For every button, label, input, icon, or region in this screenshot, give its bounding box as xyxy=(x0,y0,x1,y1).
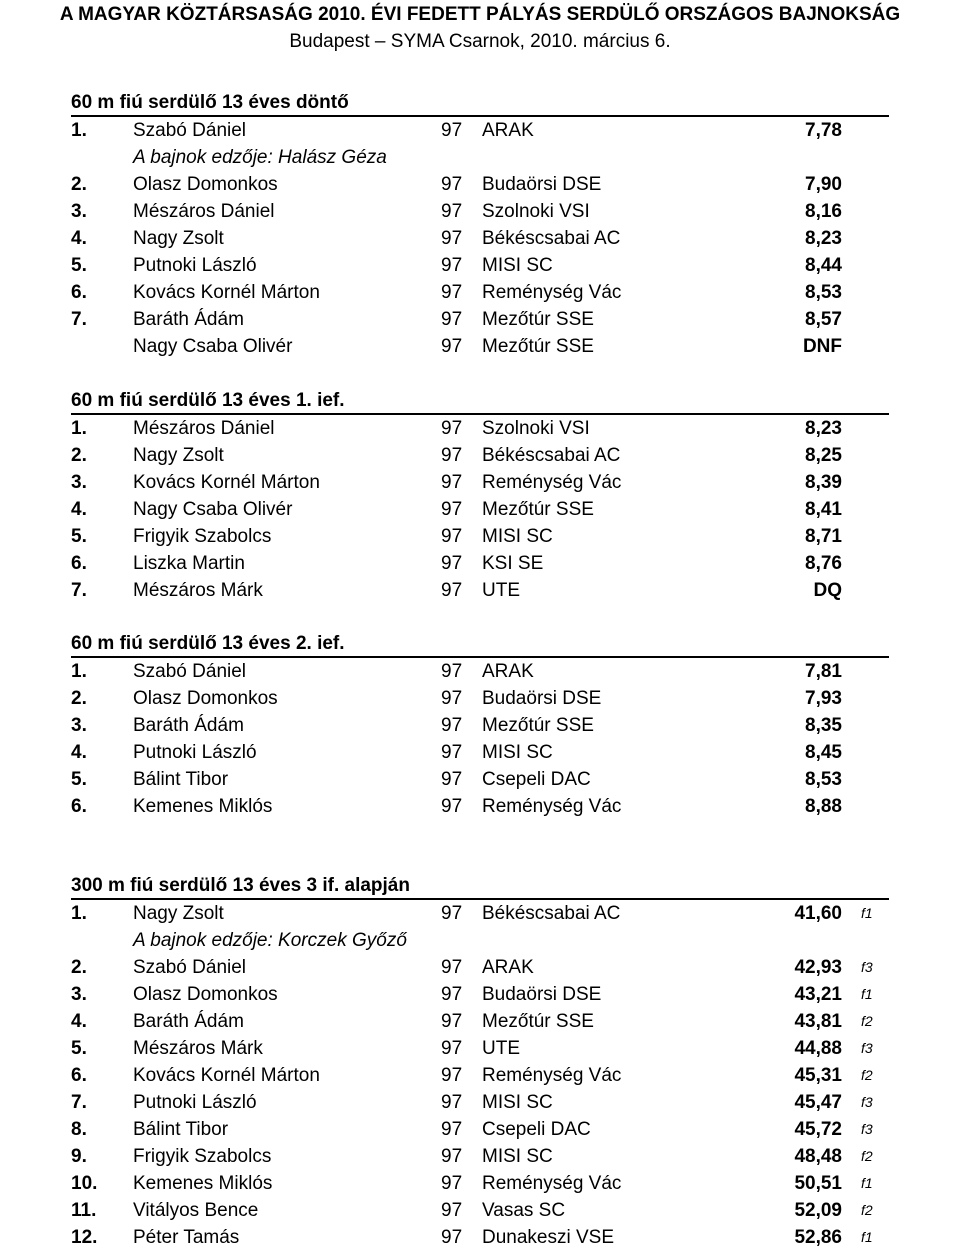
place-number: 1. xyxy=(71,418,87,439)
heat-label: f2 xyxy=(861,1148,873,1164)
result-row xyxy=(71,900,891,927)
result-row xyxy=(71,1035,891,1062)
result-row xyxy=(71,198,891,225)
club-name: ARAK xyxy=(482,661,534,682)
section-title: 60 m fiú serdülő 13 éves 2. ief. xyxy=(71,632,889,658)
club-name: Reménység Vác xyxy=(482,1065,622,1086)
result-time: 8,39 xyxy=(805,472,842,493)
athlete-name: Frigyik Szabolcs xyxy=(133,1146,272,1167)
club-name: MISI SC xyxy=(482,526,553,547)
heat-label: f3 xyxy=(861,1094,873,1110)
club-name: Mezőtúr SSE xyxy=(482,336,594,357)
athlete-name: Putnoki László xyxy=(133,742,257,763)
result-time: 42,93 xyxy=(794,957,842,978)
result-row xyxy=(71,1089,891,1116)
club-name: Mezőtúr SSE xyxy=(482,309,594,330)
result-time: 7,81 xyxy=(805,661,842,682)
club-name: UTE xyxy=(482,580,520,601)
place-number: 8. xyxy=(71,1119,87,1140)
result-row xyxy=(71,442,891,469)
birth-year: 97 xyxy=(441,903,463,924)
birth-year: 97 xyxy=(441,309,463,330)
birth-year: 97 xyxy=(441,526,463,547)
section-title: 60 m fiú serdülő 13 éves döntő xyxy=(71,91,889,117)
result-row xyxy=(71,1062,891,1089)
place-number: 2. xyxy=(71,174,87,195)
coach-note: A bajnok edzője: Korczek Győző xyxy=(133,930,407,951)
athlete-name: Szabó Dániel xyxy=(133,957,247,978)
place-number: 4. xyxy=(71,228,87,249)
result-row xyxy=(71,577,891,604)
club-name: ARAK xyxy=(482,957,534,978)
result-row xyxy=(71,333,891,360)
result-time: 45,31 xyxy=(794,1065,842,1086)
athlete-name: Nagy Zsolt xyxy=(133,903,224,924)
athlete-name: Baráth Ádám xyxy=(133,309,244,330)
heat-label: f3 xyxy=(861,959,873,975)
heat-label: f2 xyxy=(861,1013,873,1029)
place-number: 3. xyxy=(71,472,87,493)
club-name: Vasas SC xyxy=(482,1200,566,1221)
place-number: 5. xyxy=(71,1038,87,1059)
athlete-name: Olasz Domonkos xyxy=(133,688,278,709)
result-time: 7,93 xyxy=(805,688,842,709)
place-number: 5. xyxy=(71,255,87,276)
club-name: Reménység Vác xyxy=(482,282,622,303)
result-row xyxy=(71,1116,891,1143)
place-number: 11. xyxy=(71,1200,97,1221)
results-list xyxy=(71,658,891,820)
result-time: 8,88 xyxy=(805,796,842,817)
club-name: MISI SC xyxy=(482,742,553,763)
result-time: 8,45 xyxy=(805,742,842,763)
birth-year: 97 xyxy=(441,1038,463,1059)
birth-year: 97 xyxy=(441,661,463,682)
place-number: 1. xyxy=(71,661,87,682)
result-row xyxy=(71,739,891,766)
birth-year: 97 xyxy=(441,984,463,1005)
result-time: 44,88 xyxy=(794,1038,842,1059)
result-row xyxy=(71,1170,891,1197)
athlete-name: Olasz Domonkos xyxy=(133,984,278,1005)
result-row xyxy=(71,279,891,306)
result-row xyxy=(71,306,891,333)
result-time: 8,25 xyxy=(805,445,842,466)
result-time: 7,90 xyxy=(805,174,842,195)
result-row xyxy=(71,117,891,144)
birth-year: 97 xyxy=(441,957,463,978)
coach-note-row xyxy=(71,144,891,171)
club-name: Csepeli DAC xyxy=(482,1119,591,1140)
athlete-name: Vitályos Bence xyxy=(133,1200,259,1221)
birth-year: 97 xyxy=(441,418,463,439)
athlete-name: Szabó Dániel xyxy=(133,661,247,682)
club-name: Budaörsi DSE xyxy=(482,688,602,709)
section-60m-final xyxy=(71,91,891,360)
place-number: 5. xyxy=(71,526,87,547)
place-number: 12. xyxy=(71,1227,98,1248)
athlete-name: Kemenes Miklós xyxy=(133,796,273,817)
heat-label: f1 xyxy=(861,1175,873,1191)
place-number: 9. xyxy=(71,1146,87,1167)
place-number: 1. xyxy=(71,120,87,141)
athlete-name: Mészáros Márk xyxy=(133,1038,263,1059)
result-row xyxy=(71,1143,891,1170)
result-row xyxy=(71,712,891,739)
result-row xyxy=(71,469,891,496)
club-name: Mezőtúr SSE xyxy=(482,1011,594,1032)
section-300m xyxy=(71,874,891,1251)
place-number: 4. xyxy=(71,742,87,763)
result-time: 41,60 xyxy=(794,903,842,924)
place-number: 6. xyxy=(71,282,87,303)
place-number: 4. xyxy=(71,499,87,520)
result-row xyxy=(71,523,891,550)
athlete-name: Putnoki László xyxy=(133,1092,257,1113)
result-time: 8,53 xyxy=(805,282,842,303)
birth-year: 97 xyxy=(441,336,463,357)
result-time: 8,16 xyxy=(805,201,842,222)
athlete-name: Nagy Zsolt xyxy=(133,445,224,466)
result-row xyxy=(71,225,891,252)
birth-year: 97 xyxy=(441,174,463,195)
athlete-name: Baráth Ádám xyxy=(133,715,244,736)
result-row xyxy=(71,1224,891,1251)
club-name: MISI SC xyxy=(482,1146,553,1167)
athlete-name: Putnoki László xyxy=(133,255,257,276)
club-name: Csepeli DAC xyxy=(482,769,591,790)
result-row xyxy=(71,793,891,820)
results-list xyxy=(71,900,891,1251)
birth-year: 97 xyxy=(441,1119,463,1140)
birth-year: 97 xyxy=(441,1146,463,1167)
heat-label: f3 xyxy=(861,1040,873,1056)
result-time: 8,76 xyxy=(805,553,842,574)
place-number: 3. xyxy=(71,201,87,222)
club-name: Mezőtúr SSE xyxy=(482,499,594,520)
athlete-name: Mészáros Márk xyxy=(133,580,263,601)
result-time: 8,41 xyxy=(805,499,842,520)
place-number: 10. xyxy=(71,1173,98,1194)
club-name: MISI SC xyxy=(482,1092,553,1113)
heat-label: f2 xyxy=(861,1202,873,1218)
result-time: 8,23 xyxy=(805,228,842,249)
result-time: 45,47 xyxy=(794,1092,842,1113)
club-name: Dunakeszi VSE xyxy=(482,1227,615,1248)
result-row xyxy=(71,685,891,712)
birth-year: 97 xyxy=(441,1173,463,1194)
club-name: Szolnoki VSI xyxy=(482,418,590,439)
club-name: Szolnoki VSI xyxy=(482,201,590,222)
result-time: 45,72 xyxy=(794,1119,842,1140)
athlete-name: Bálint Tibor xyxy=(133,1119,229,1140)
athlete-name: Kovács Kornél Márton xyxy=(133,282,320,303)
place-number: 7. xyxy=(71,1092,87,1113)
result-row xyxy=(71,171,891,198)
club-name: Mezőtúr SSE xyxy=(482,715,594,736)
birth-year: 97 xyxy=(441,255,463,276)
birth-year: 97 xyxy=(441,472,463,493)
result-time: 52,09 xyxy=(794,1200,842,1221)
athlete-name: Bálint Tibor xyxy=(133,769,229,790)
birth-year: 97 xyxy=(441,688,463,709)
result-time: 8,57 xyxy=(805,309,842,330)
result-row xyxy=(71,766,891,793)
birth-year: 97 xyxy=(441,282,463,303)
document-subtitle: Budapest – SYMA Csarnok, 2010. március 6. xyxy=(289,31,671,52)
club-name: Békéscsabai AC xyxy=(482,228,621,249)
birth-year: 97 xyxy=(441,1011,463,1032)
result-time: 8,71 xyxy=(805,526,842,547)
place-number: 2. xyxy=(71,688,87,709)
club-name: Budaörsi DSE xyxy=(482,174,602,195)
place-number: 1. xyxy=(71,903,87,924)
result-time: 48,48 xyxy=(794,1146,842,1167)
birth-year: 97 xyxy=(441,796,463,817)
place-number: 3. xyxy=(71,984,87,1005)
club-name: Békéscsabai AC xyxy=(482,445,621,466)
place-number: 6. xyxy=(71,553,87,574)
birth-year: 97 xyxy=(441,715,463,736)
document-title: A MAGYAR KÖZTÁRSASÁG 2010. ÉVI FEDETT PÁLYÁS SERDÜLŐ ORSZÁGOS BAJNOKSÁG xyxy=(59,4,901,25)
birth-year: 97 xyxy=(441,1200,463,1221)
result-row xyxy=(71,1197,891,1224)
birth-year: 97 xyxy=(441,445,463,466)
athlete-name: Kovács Kornél Márton xyxy=(133,472,320,493)
club-name: Reménység Vác xyxy=(482,472,622,493)
result-row xyxy=(71,496,891,523)
result-time: 8,44 xyxy=(805,255,842,276)
place-number: 4. xyxy=(71,1011,87,1032)
athlete-name: Kemenes Miklós xyxy=(133,1173,273,1194)
birth-year: 97 xyxy=(441,769,463,790)
athlete-name: Mészáros Dániel xyxy=(133,418,275,439)
athlete-name: Szabó Dániel xyxy=(133,120,247,141)
athlete-name: Baráth Ádám xyxy=(133,1011,244,1032)
athlete-name: Frigyik Szabolcs xyxy=(133,526,272,547)
section-title: 60 m fiú serdülő 13 éves 1. ief. xyxy=(71,389,889,415)
result-time: 43,81 xyxy=(794,1011,842,1032)
club-name: ARAK xyxy=(482,120,534,141)
result-time: 8,23 xyxy=(805,418,842,439)
results-list xyxy=(71,117,891,360)
athlete-name: Kovács Kornél Márton xyxy=(133,1065,320,1086)
birth-year: 97 xyxy=(441,1227,463,1248)
club-name: UTE xyxy=(482,1038,520,1059)
club-name: Békéscsabai AC xyxy=(482,903,621,924)
result-time: 8,35 xyxy=(805,715,842,736)
result-time: 50,51 xyxy=(794,1173,842,1194)
heat-label: f3 xyxy=(861,1121,873,1137)
birth-year: 97 xyxy=(441,201,463,222)
birth-year: 97 xyxy=(441,1065,463,1086)
place-number: 6. xyxy=(71,796,87,817)
result-row xyxy=(71,954,891,981)
club-name: Budaörsi DSE xyxy=(482,984,602,1005)
birth-year: 97 xyxy=(441,580,463,601)
section-title: 300 m fiú serdülő 13 éves 3 if. alapján xyxy=(71,874,889,900)
birth-year: 97 xyxy=(441,120,463,141)
birth-year: 97 xyxy=(441,499,463,520)
coach-note-row xyxy=(71,927,891,954)
result-row xyxy=(71,1008,891,1035)
athlete-name: Nagy Csaba Olivér xyxy=(133,336,293,357)
place-number: 2. xyxy=(71,445,87,466)
result-time: 52,86 xyxy=(794,1227,842,1248)
club-name: Reménység Vác xyxy=(482,796,622,817)
place-number: 2. xyxy=(71,957,87,978)
result-time: 43,21 xyxy=(794,984,842,1005)
result-row xyxy=(71,981,891,1008)
result-time: DNF xyxy=(802,336,842,357)
athlete-name: Nagy Zsolt xyxy=(133,228,224,249)
place-number: 5. xyxy=(71,769,87,790)
heat-label: f1 xyxy=(861,905,873,921)
result-row xyxy=(71,252,891,279)
result-time: 7,78 xyxy=(805,120,842,141)
place-number: 7. xyxy=(71,309,87,330)
heat-label: f1 xyxy=(861,986,873,1002)
heat-label: f1 xyxy=(861,1229,873,1245)
result-time: 8,53 xyxy=(805,769,842,790)
section-60m-heat-1 xyxy=(71,389,891,604)
birth-year: 97 xyxy=(441,742,463,763)
place-number: 6. xyxy=(71,1065,87,1086)
club-name: MISI SC xyxy=(482,255,553,276)
place-number: 7. xyxy=(71,580,87,601)
athlete-name: Péter Tamás xyxy=(133,1227,240,1248)
result-row xyxy=(71,658,891,685)
club-name: KSI SE xyxy=(482,553,544,574)
result-row xyxy=(71,550,891,577)
section-60m-heat-2 xyxy=(71,632,891,820)
birth-year: 97 xyxy=(441,228,463,249)
coach-note: A bajnok edzője: Halász Géza xyxy=(133,147,387,168)
results-list xyxy=(71,415,891,604)
club-name: Reménység Vác xyxy=(482,1173,622,1194)
athlete-name: Olasz Domonkos xyxy=(133,174,278,195)
heat-label: f2 xyxy=(861,1067,873,1083)
place-number: 3. xyxy=(71,715,87,736)
result-row xyxy=(71,415,891,442)
athlete-name: Liszka Martin xyxy=(133,553,245,574)
result-time: DQ xyxy=(813,580,842,601)
birth-year: 97 xyxy=(441,1092,463,1113)
athlete-name: Mészáros Dániel xyxy=(133,201,275,222)
athlete-name: Nagy Csaba Olivér xyxy=(133,499,293,520)
birth-year: 97 xyxy=(441,553,463,574)
